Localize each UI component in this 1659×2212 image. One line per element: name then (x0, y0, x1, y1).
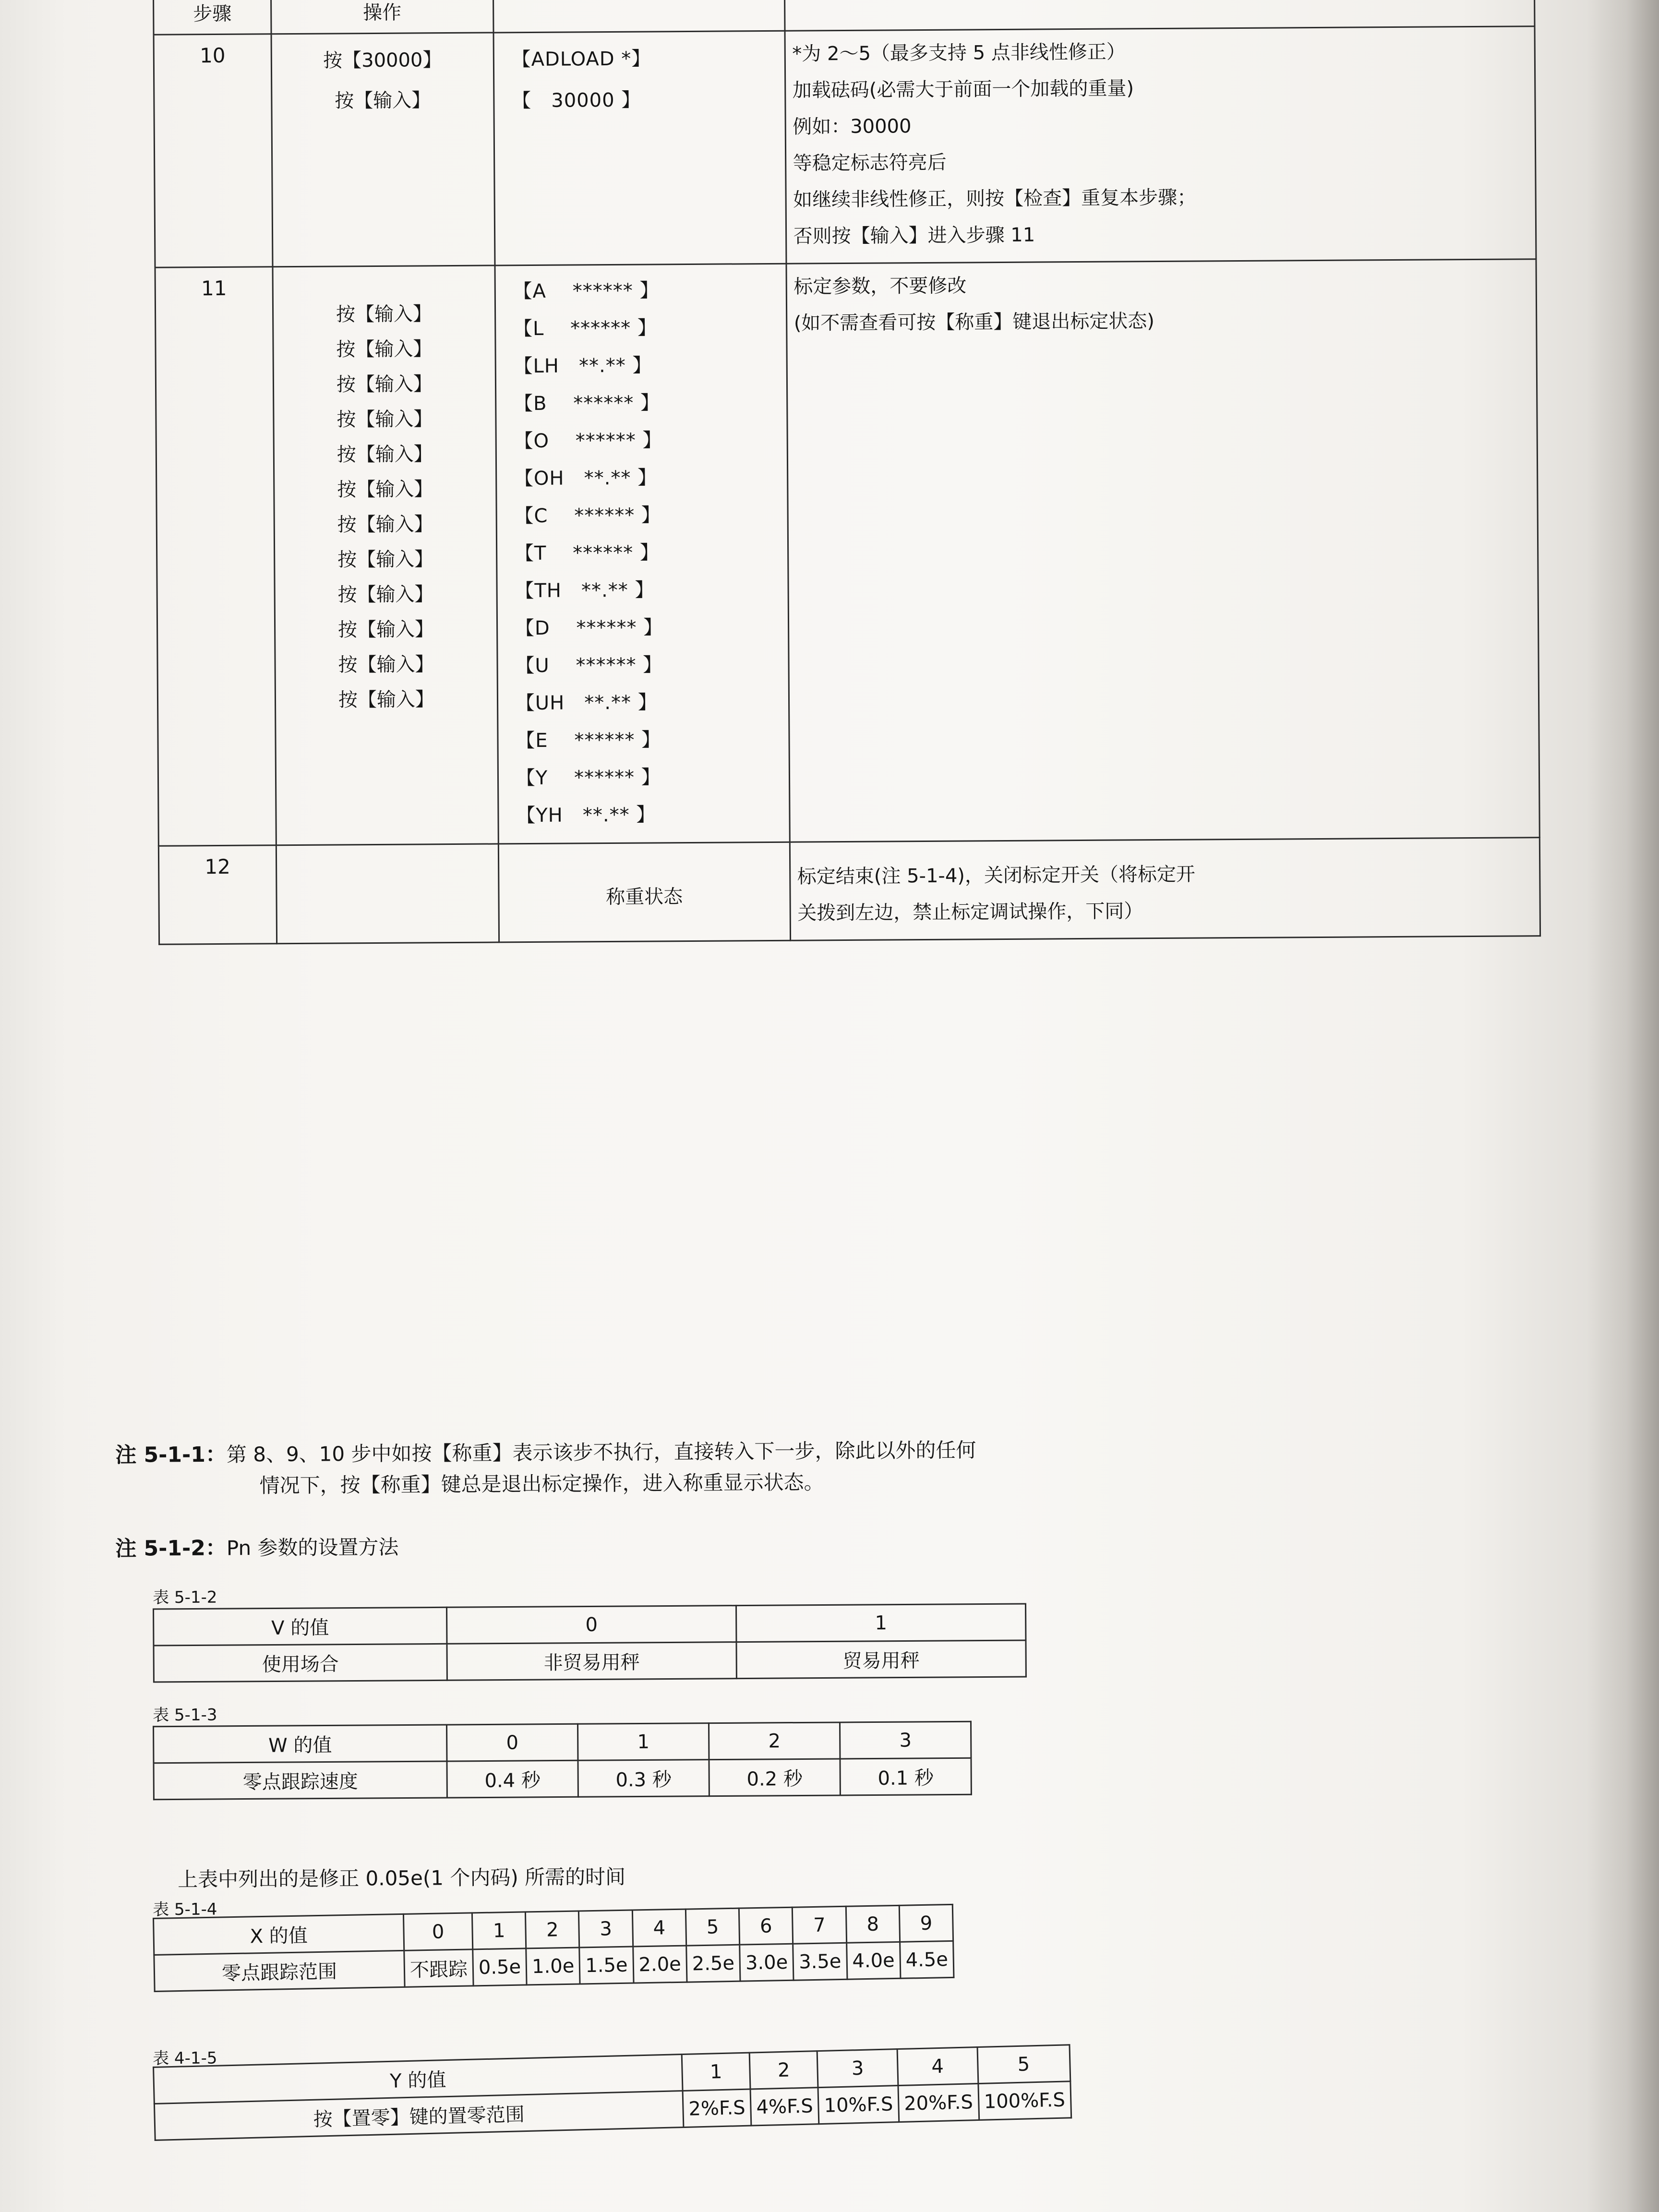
cell: 3 (840, 1721, 971, 1759)
operation-line: 按【输入】 (336, 303, 433, 326)
calibration-steps-table (153, 0, 1541, 945)
cell: 2 (526, 1911, 580, 1948)
cell: 1 (578, 1723, 709, 1761)
step-displays (495, 264, 790, 844)
cell: 0.3 秒 (578, 1760, 709, 1797)
cell: X 的值 (154, 1914, 404, 1955)
cell: 6 (739, 1907, 793, 1945)
cell: 7 (793, 1906, 847, 1944)
display-line: 【ADLOAD *】 (511, 48, 651, 71)
cell: 0 (403, 1913, 472, 1950)
cell: 4.5e (900, 1941, 954, 1978)
cell: 4 (897, 2047, 978, 2086)
operation-line: 按【输入】 (337, 548, 434, 571)
cell: 4 (632, 1909, 686, 1947)
step-operations (273, 265, 498, 845)
cell: 5 (685, 1908, 740, 1946)
display-line: 【Y ****** 】 (516, 766, 661, 790)
cell: 非贸易用秤 (447, 1642, 736, 1681)
display-line: 【D ****** 】 (515, 616, 663, 640)
cell: 使用场合 (154, 1644, 447, 1682)
cell: 0 (447, 1606, 736, 1644)
cell: Y 的值 (154, 2055, 683, 2104)
display-line: 【E ****** 】 (516, 729, 661, 752)
note-5-1-2 (115, 1525, 1507, 1565)
cell: 0 (447, 1724, 578, 1761)
cell: V 的值 (154, 1607, 447, 1646)
display-line: 称重状态 (606, 886, 683, 909)
header-step: 步骤 (154, 0, 272, 35)
step-number: 12 (158, 845, 276, 944)
note-line: (如不需查看可按【称重】键退出标定状态) (793, 310, 1155, 335)
cell: 2.5e (686, 1945, 741, 1982)
table-row (155, 259, 1539, 846)
step-operations (276, 844, 499, 944)
display-line: 【B ****** 】 (513, 392, 661, 415)
display-line: 【L ****** 】 (513, 317, 658, 340)
cell: 0.1 秒 (840, 1758, 971, 1795)
cell: 1 (682, 2053, 750, 2091)
operation-line: 按【输入】 (338, 653, 434, 676)
cell: 8 (846, 1905, 900, 1943)
cell: 1.5e (579, 1947, 634, 1984)
cell: 2 (749, 2051, 818, 2089)
operation-line: 按【输入】 (337, 478, 433, 501)
cell: 2.0e (633, 1946, 687, 1983)
display-line: 【T ****** 】 (514, 541, 660, 565)
display-line: 【A ****** 】 (513, 279, 660, 303)
operation-line: 按【输入】 (337, 443, 433, 466)
cell: 1 (736, 1604, 1026, 1642)
note-line: *为 2～5（最多支持 5 点非线性修正） (792, 41, 1126, 65)
display-line: 【TH **.** 】 (515, 579, 655, 602)
cell: 不跟踪 (404, 1949, 473, 1987)
cell: 100%F.S (978, 2081, 1071, 2120)
step-number: 11 (155, 267, 276, 846)
step-notes (790, 838, 1540, 941)
cell: 贸易用秤 (736, 1640, 1026, 1679)
note-line: 标定结束(注 5-1-4)，关闭标定开关（将标定开 (797, 863, 1196, 888)
table-4-1-5 (153, 2044, 1072, 2141)
note-line: 标定参数，不要修改 (793, 275, 967, 298)
cell: 3.5e (793, 1943, 847, 1980)
table-row (158, 838, 1540, 945)
table-row (154, 1721, 971, 1763)
display-line: 【LH **.** 】 (513, 354, 652, 378)
display-line: 【C ****** 】 (514, 504, 661, 528)
operation-line: 按【输入】 (337, 408, 433, 431)
cell: 4.0e (846, 1942, 901, 1979)
operation-line: 按【输入】 (336, 373, 433, 396)
operation-line: 按【输入】 (337, 513, 433, 536)
note-5-1-2-text: Pn 参数的设置方法 (226, 1535, 399, 1560)
cell: 3 (817, 2049, 898, 2088)
cell: 3 (579, 1910, 633, 1948)
tracking-time-note: 上表中列出的是修正 0.05e(1 个内码) 所需的时间 (178, 1865, 626, 1891)
note-5-1-1-label: 注 5-1-1： (115, 1442, 227, 1468)
table-row (154, 1604, 1026, 1646)
step-notes (786, 259, 1539, 842)
operation-line: 按【输入】 (337, 618, 434, 641)
operation-line: 按【输入】 (337, 583, 434, 606)
table-row (154, 26, 1536, 268)
display-line: 【OH **.** 】 (514, 467, 658, 490)
table-5-1-4-caption: 表 5-1-4 (153, 1899, 217, 1920)
step-number: 10 (154, 34, 273, 267)
note-5-1-1-line2: 情况下，按【称重】键总是退出标定操作，进入称重显示状态。 (259, 1470, 824, 1498)
step-displays (498, 842, 790, 942)
table-5-1-3 (153, 1721, 972, 1800)
display-line: 【UH **.** 】 (515, 691, 658, 715)
step-displays (493, 31, 786, 265)
header-note (784, 0, 1535, 31)
note-5-1-1 (115, 1431, 1537, 1502)
cell: 20%F.S (898, 2084, 979, 2122)
cell: 1.0e (526, 1948, 580, 1985)
note-line: 如继续非线性修正，则按【检查】重复本步骤； (793, 186, 1197, 211)
table-row (154, 1640, 1026, 1682)
table-5-1-2 (153, 1603, 1027, 1683)
table-row (154, 1758, 971, 1799)
cell: 零点跟踪范围 (154, 1950, 405, 1991)
step-notes (785, 26, 1536, 264)
operation-line: 按【输入】 (336, 338, 433, 361)
note-line: 关拨到左边，禁止标定调试操作，下同） (797, 900, 1143, 925)
cell: 10%F.S (818, 2086, 899, 2124)
display-line: 【 30000 】 (512, 89, 641, 112)
operation-line: 按【30000】 (323, 49, 442, 72)
cell: 2 (709, 1722, 840, 1760)
cell: 0.5e (473, 1948, 527, 1986)
note-line: 加载砝码(必需大于前面一个加载的重量) (792, 77, 1134, 102)
operation-line: 按【输入】 (338, 688, 435, 711)
cell: 2%F.S (683, 2089, 751, 2127)
step-operations (271, 33, 495, 267)
table-5-1-4 (153, 1904, 955, 1992)
operation-line: 按【输入】 (335, 89, 431, 112)
cell: 3.0e (740, 1944, 794, 1981)
table-5-1-2-caption: 表 5-1-2 (153, 1587, 217, 1608)
header-display (493, 0, 784, 33)
note-line: 例如：30000 (793, 115, 912, 138)
cell: 零点跟踪速度 (154, 1761, 447, 1800)
cell: 1 (472, 1912, 526, 1949)
note-5-1-1-line1: 第 8、9、10 步中如按【称重】表示该步不执行，直接转入下一步，除此以外的任何 (226, 1438, 976, 1467)
display-line: 【YH **.** 】 (516, 804, 656, 827)
cell: 4%F.S (750, 2088, 819, 2126)
note-line: 否则按【输入】进入步骤 11 (793, 224, 1035, 248)
note-5-1-2-label: 注 5-1-2： (115, 1536, 227, 1561)
cell: 按【置零】键的置零范围 (154, 2091, 684, 2140)
cell: 0.4 秒 (447, 1760, 578, 1798)
cell: 0.2 秒 (709, 1759, 840, 1796)
table-4-1-5-caption: 表 4-1-5 (153, 2048, 217, 2068)
header-operation: 操作 (271, 0, 493, 34)
display-line: 【O ****** 】 (514, 429, 662, 453)
cell: 9 (899, 1904, 953, 1942)
cell: W 的值 (154, 1725, 447, 1763)
table-5-1-3-caption: 表 5-1-3 (153, 1705, 217, 1725)
cell: 5 (977, 2045, 1070, 2084)
note-line: 等稳定标志符亮后 (793, 151, 947, 175)
display-line: 【U ****** 】 (515, 654, 663, 677)
